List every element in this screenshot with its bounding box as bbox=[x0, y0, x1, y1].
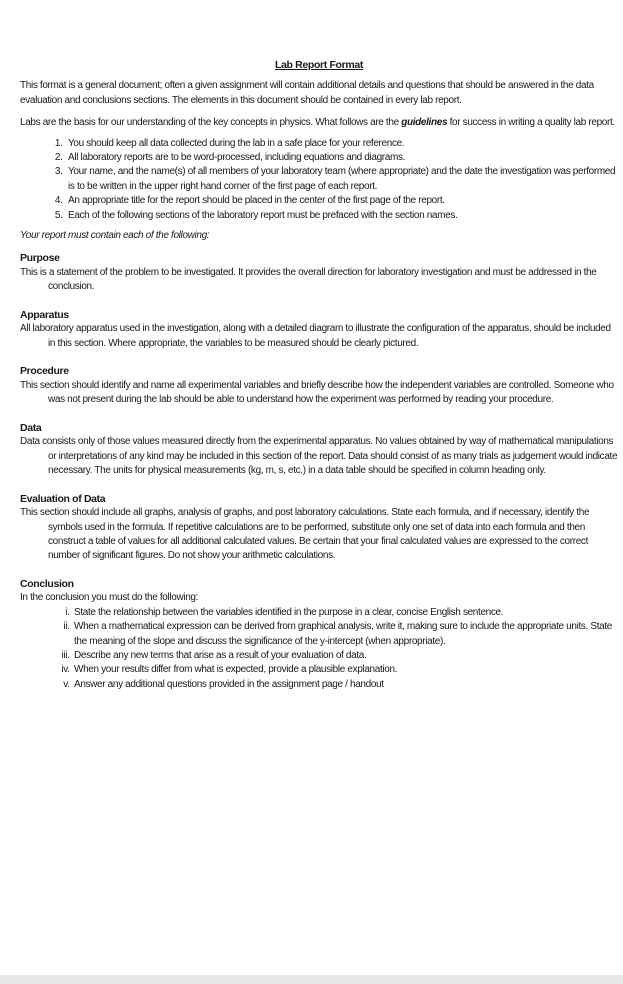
section-text: This section should identify and name all experimental variables and briefly describe how the independent variables are controlled. Someone who was not present during the lab should be able to understand how the experiment was performed by reading your procedure. bbox=[20, 379, 614, 406]
section-procedure bbox=[20, 364, 618, 407]
guideline-item: 2. All laboratory reports are to be word-processed, including equations and diagrams. bbox=[65, 151, 618, 165]
section-evaluation-of-data bbox=[20, 492, 618, 564]
guideline-item: 4. An appropriate title for the report should be placed in the center of the first page of the report. bbox=[65, 194, 618, 208]
conclusion-item: ii. When a mathematical expression can be derived from graphical analysis, write it, making sure to include the appropriate units. State the meaning of the slope and discuss the significance of the y-intercept (when appropriate). bbox=[72, 620, 618, 649]
section-purpose bbox=[20, 251, 618, 294]
conclusion-item: v. Answer any additional questions provided in the assignment page / handout bbox=[72, 678, 618, 692]
guideline-item: 5. Each of the following sections of the laboratory report must be prefaced with the section names. bbox=[65, 209, 618, 223]
section-data bbox=[20, 421, 618, 479]
intro-paragraph: This format is a general document; often a given assignment will contain additional details and questions that should be answered in the data evaluation and conclusions sections. The elements in this document should be contained in every lab report. bbox=[20, 80, 594, 106]
section-heading: Purpose bbox=[20, 252, 60, 265]
section-text: Data consists only of those values measured directly from the experimental apparatus. No values obtained by way of mathematical manipulations or interpretations of any kind may be included in this section of the report. Data should consist of as many trials as judgement would indicate necessary. The units for physical measurements (kg, m, s, etc.) in a data table should be specified in column heading only. bbox=[20, 436, 618, 477]
section-heading: Conclusion bbox=[20, 577, 74, 590]
document-title: Lab Report Format bbox=[275, 59, 363, 71]
conclusion-item: iii. Describe any new terms that arise as a result of your evaluation of data. bbox=[72, 649, 618, 663]
page-bottom-edge bbox=[0, 975, 623, 984]
document-body bbox=[20, 58, 618, 705]
section-apparatus bbox=[20, 308, 618, 351]
guidelines-emphasis: guidelines bbox=[401, 117, 448, 129]
guideline-item: 3. Your name, and the name(s) of all members of your laboratory team (where appropriate) and the date the investigation was performed is to be written in the upper right hand corner of the first page of each report. bbox=[65, 165, 618, 194]
labs-text-after: for success in writing a quality lab report. bbox=[447, 117, 615, 129]
conclusion-item: i. State the relationship between the variables identified in the purpose in a clear, concise English sentence. bbox=[72, 606, 618, 620]
must-contain-note: Your report must contain each of the following: bbox=[20, 230, 210, 242]
section-heading: Data bbox=[20, 421, 42, 434]
guideline-item: 1. You should keep all data collected during the lab in a safe place for your reference. bbox=[65, 137, 618, 151]
section-heading: Procedure bbox=[20, 365, 69, 378]
guidelines-list bbox=[20, 137, 618, 223]
section-text: All laboratory apparatus used in the investigation, along with a detailed diagram to illustrate the configuration of the apparatus, should be included in this section. Where appropriate, the variables to be measured should be clearly pictured. bbox=[20, 323, 611, 349]
labs-paragraph bbox=[20, 116, 618, 130]
labs-text-before: Labs are the basis for our understanding of the key concepts in physics. What follows are the bbox=[20, 117, 402, 129]
section-text: This is a statement of the problem to be investigated. It provides the overall direction for laboratory investigation and must be addressed in the conclusion. bbox=[20, 267, 597, 293]
section-heading: Evaluation of Data bbox=[20, 492, 106, 505]
section-heading: Apparatus bbox=[20, 308, 69, 321]
conclusion-intro: In the conclusion you must do the following: bbox=[20, 592, 199, 604]
section-conclusion bbox=[20, 577, 618, 692]
conclusion-item: iv. When your results differ from what is expected, provide a plausible explanation. bbox=[72, 663, 618, 677]
section-text: This section should include all graphs, analysis of graphs, and post laboratory calculations. State each formula, and if necessary, identify the symbols used in the formula. If repetitive calculations are to be performed, substitute only one set of data into each formula and then construct a table of values for all additional calculated values. Be certain that your final calculated values are expressed to the correct number of significant figures. Do not show your arithmetic calculations. bbox=[20, 507, 590, 562]
conclusion-list bbox=[20, 606, 618, 692]
